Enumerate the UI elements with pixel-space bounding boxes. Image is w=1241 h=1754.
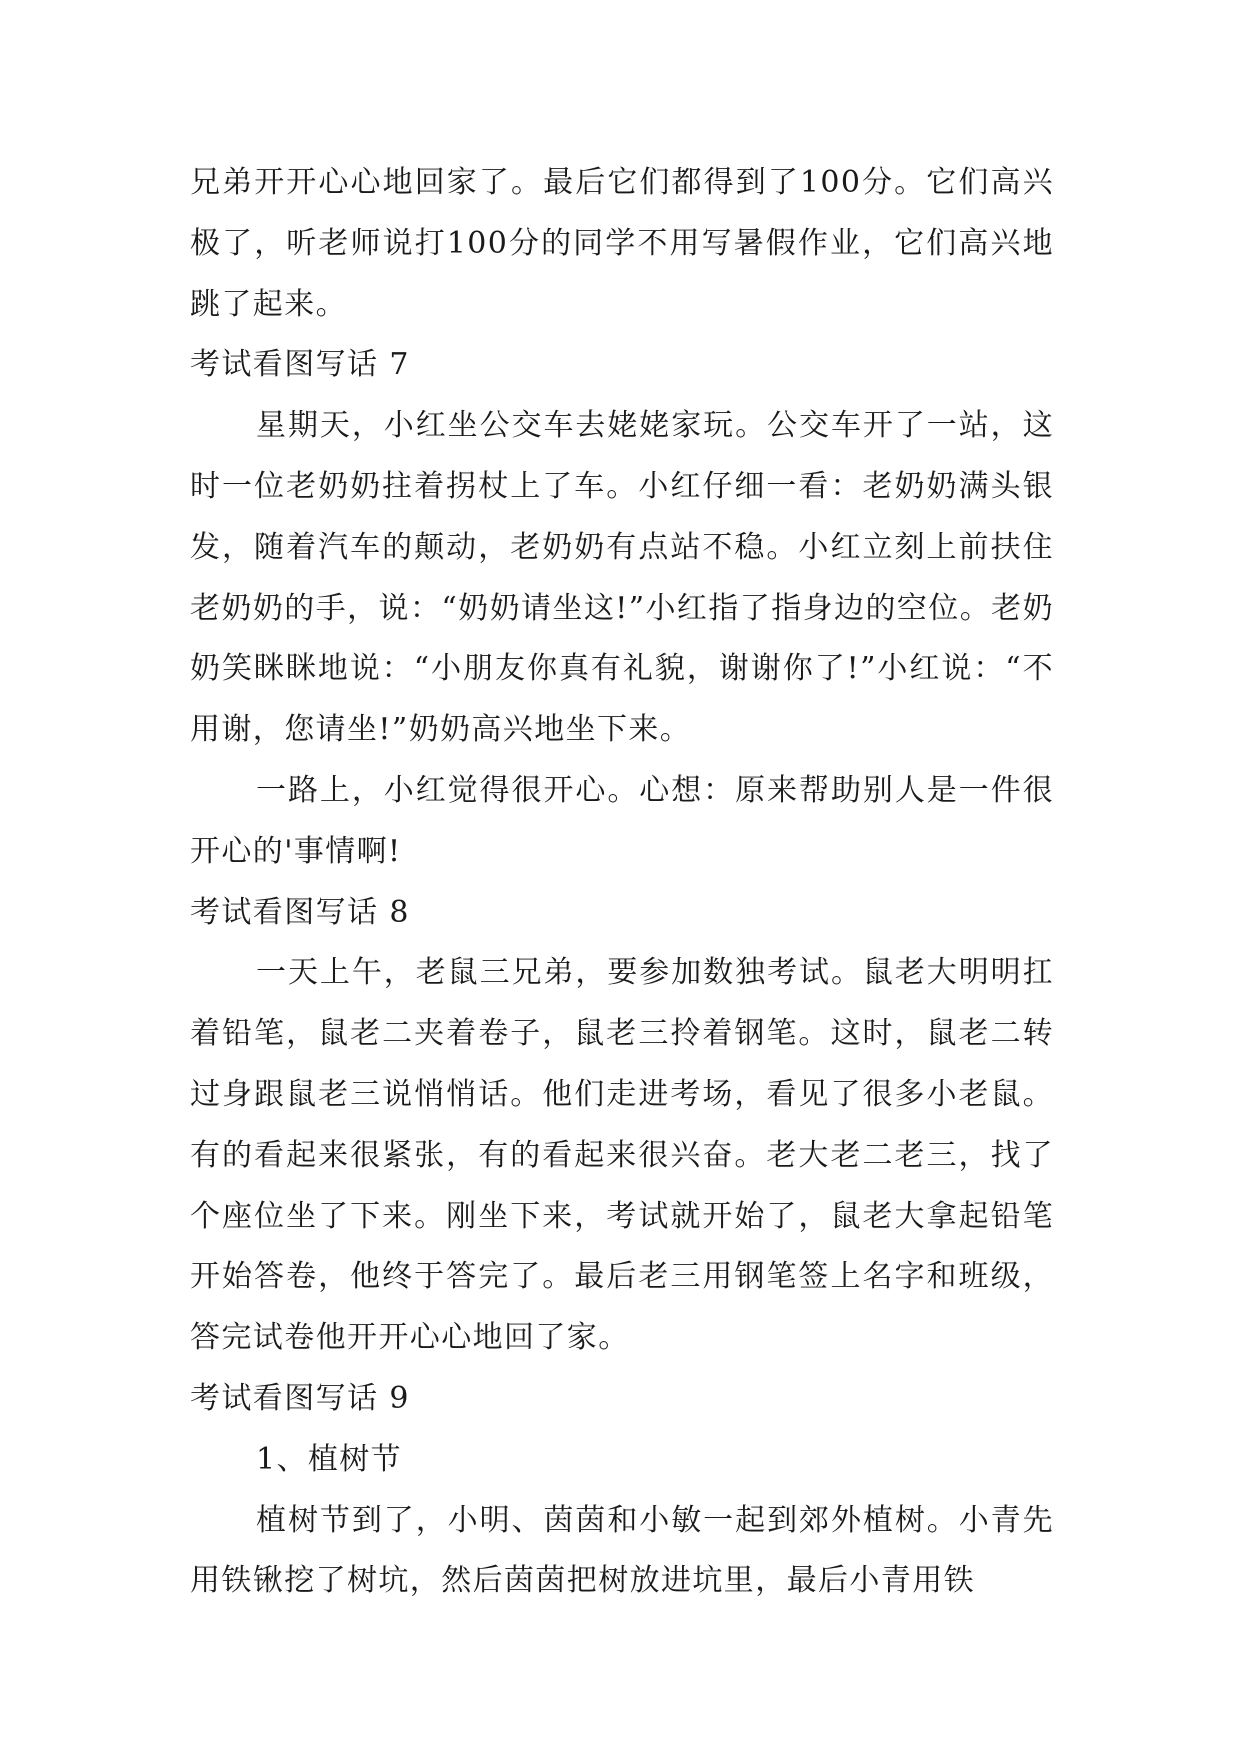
section-7-paragraph-1: 星期天，小红坐公交车去姥姥家玩。公交车开了一站，这时一位老奶奶拄着拐杖上了车。小红仔细一看：老奶奶满头银发，随着汽车的颠动，老奶奶有点站不稳。小红立刻上前扶住老奶奶的手，说：“奶奶请坐这!”小红指了指身边的空位。老奶奶笑眯眯地说：“小朋友你真有礼貌，谢谢你了!”小红说：“不用谢，您请坐!”奶奶高兴地坐下来。 <box>190 408 1054 748</box>
section-7-title: 考试看图写话 7 <box>190 347 410 383</box>
section-9-title: 考试看图写话 9 <box>190 1380 410 1416</box>
section-8-paragraph-1: 一天上午，老鼠三兄弟，要参加数独考试。鼠老大明明扛着铅笔，鼠老二夹着卷子，鼠老三拎着钢笔。这时，鼠老二转过身跟鼠老三说悄悄话。他们走进考场，看见了很多小老鼠。有的看起来很紧张，有的看起来很兴奋。老大老二老三，找了个座位坐了下来。刚坐下来，考试就开始了，鼠老大拿起铅笔开始答卷，他终于答完了。最后老三用钢笔签上名字和班级，答完试卷他开开心心地回了家。 <box>190 955 1054 1356</box>
continued-paragraph: 兄弟开开心心地回家了。最后它们都得到了100分。它们高兴极了，听老师说打100分的同学不用写暑假作业，它们高兴地跳了起来。 <box>190 165 1054 322</box>
section-9-item-title: 1、植树节 <box>256 1441 403 1477</box>
section-9-paragraph-1: 植树节到了，小明、茵茵和小敏一起到郊外植树。小青先用铁锹挖了树坑，然后茵茵把树放进坑里，最后小青用铁 <box>190 1502 1054 1599</box>
document-page <box>190 153 1054 1612</box>
section-8-title: 考试看图写话 8 <box>190 894 410 930</box>
section-7-paragraph-2: 一路上，小红觉得很开心。心想：原来帮助别人是一件很开心的'事情啊! <box>190 772 1054 869</box>
